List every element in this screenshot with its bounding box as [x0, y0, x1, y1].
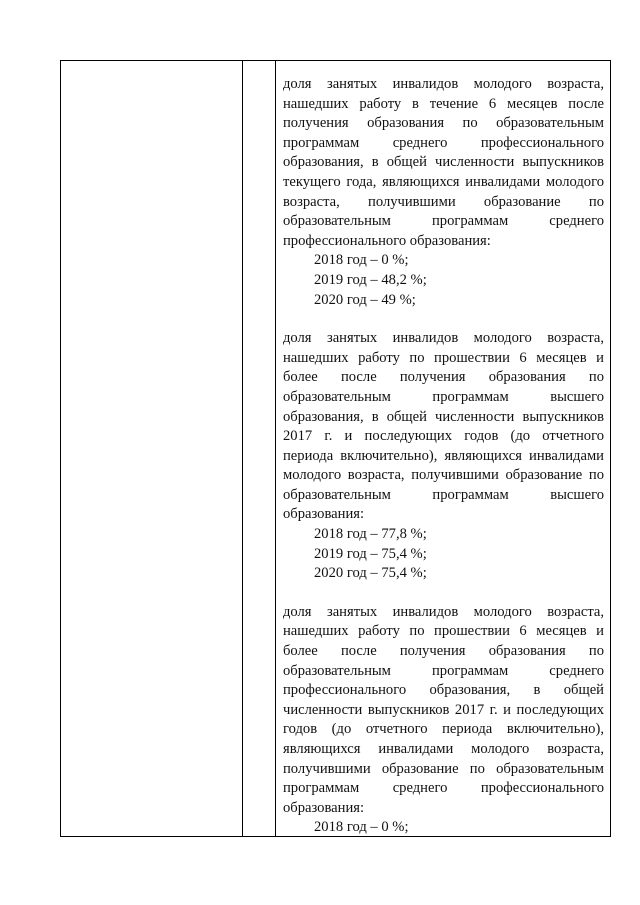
indicators-table — [60, 60, 611, 837]
indicator-description: доля занятых инвалидов молодого возраста, нашедших работу в течение 6 месяцев после получения образования по образовательным программам среднего профессионального образования, в общей численности выпускников текущего года, являющихся инвалидами молодого возраста, получившими образование по образовательным программам среднего профессионального образования: — [283, 76, 604, 249]
indicator-description: доля занятых инвалидов молодого возраста, нашедших работу по прошествии 6 месяцев и более после получения образования по образовательным программам среднего профессионального образования, в общей численности выпускников 2017 г. и последующих годов (до отчетного периода включительно), являющихся инвалидами молодого возраста, получившими образование по образовательным программам среднего профессионального образования: — [283, 603, 604, 816]
indicator-block — [283, 603, 604, 838]
indicator-description: доля занятых инвалидов молодого возраста, нашедших работу по прошествии 6 месяцев и более после получения образования по образовательным программам высшего образования, в общей численности выпускников 2017 г. и последующих годов (до отчетного периода включительно), являющихся инвалидами молодого возраста, получившими образование по образовательным программам высшего образования: — [283, 330, 604, 523]
indicator-value: 2018 год – 0 %; — [314, 252, 409, 269]
indicator-block — [283, 75, 604, 310]
indicator-value: 2018 год – 77,8 %; — [314, 526, 427, 543]
indicator-block — [283, 329, 604, 584]
indicator-value: 2020 год – 75,4 %; — [314, 565, 427, 582]
indicator-value: 2020 год – 49 %; — [314, 291, 416, 308]
table-column-middle — [242, 61, 276, 836]
table-column-content — [283, 75, 604, 857]
table-column-left — [61, 61, 243, 836]
indicator-value: 2019 год – 75,4 %; — [314, 545, 427, 562]
indicator-value: 2018 год – 0 %; — [314, 819, 409, 836]
indicator-value: 2019 год – 48,2 %; — [314, 271, 427, 288]
